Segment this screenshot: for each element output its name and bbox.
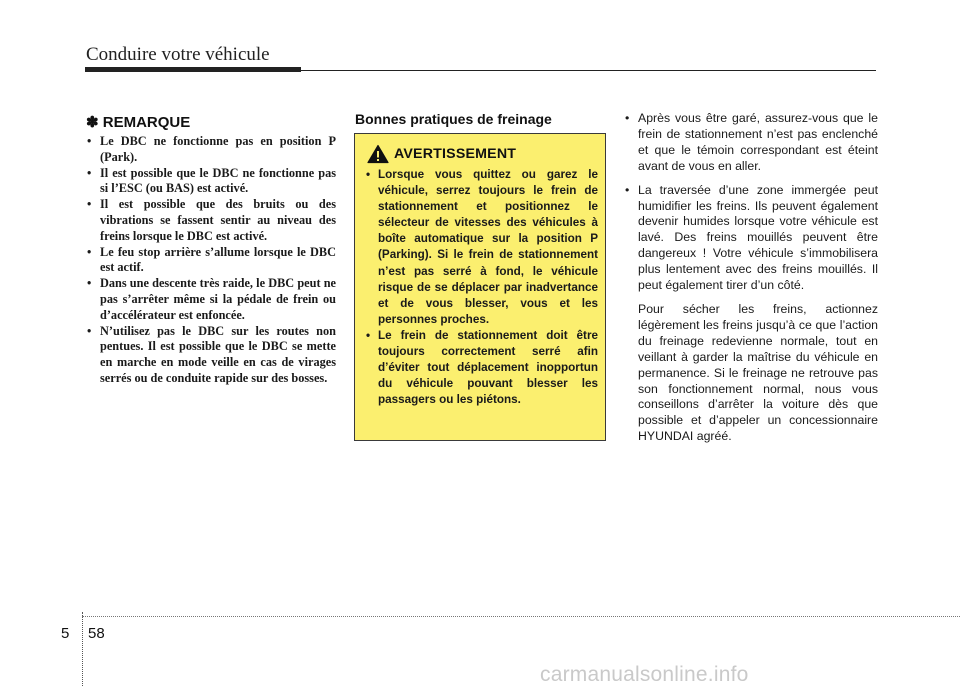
braking-tip-text: La traversée d’une zone immergée peut humidifier les freins. Ils peuvent également devenir humides lorsque votre véhicule est lavé. Des freins mouillés peuvent être dangereux ! Votre véhicule s’immobilisera plus lentement avec des freins mouillés. Il peut également tirer d’un côté. — [638, 182, 878, 293]
drying-brakes-paragraph: Pour sécher les freins, actionnez légèrement les freins jusqu’à ce que l’action du freinage redevienne normale, tout en veillant à garder la maîtrise du véhicule en permanence. Si le freinage ne retrouve pas son fonctionnement normal, nous vous conseillons d’arrêter la voiture dès que possible et d’appeler un concessionnaire HYUNDAI agréé. — [638, 301, 878, 444]
footer-divider — [82, 612, 83, 686]
remarque-item: • Dans une descente très raide, le DBC peut ne pas s’arrêter même si la pédale de frein ou d’accélérateur est enfoncée. — [86, 276, 336, 323]
braking-section-title: Bonnes pratiques de freinage — [355, 111, 552, 127]
braking-tip-item — [624, 183, 878, 446]
page-header-title: Conduire votre véhicule — [86, 44, 270, 65]
warning-title: AVERTISSEMENT — [394, 146, 517, 162]
remarque-item: • Le DBC ne fonctionne pas en position P (Park). — [86, 134, 336, 166]
warning-header — [367, 144, 598, 164]
remarque-item: • Il est possible que des bruits ou des vibrations se fassent sentir au niveau des freins lorsque le DBC est activé. — [86, 197, 336, 244]
warning-item: • Lorsque vous quittez ou garez le véhicule, serrez toujours le frein de stationnement et positionnez le sélecteur de vitesses des véhicules à boîte automatique sur la position P (Parking). Si le frein de stationnement n’est pas serré à fond, le véhicule risque de se déplacer par inadvertance et de vous blesser, vous et les personnes proches. — [365, 167, 598, 328]
braking-tips-section — [624, 111, 878, 445]
warning-list — [365, 167, 598, 408]
remarque-section — [86, 113, 336, 387]
page-number: 58 — [88, 625, 105, 642]
remarque-item: • Le feu stop arrière s’allume lorsque le DBC est actif. — [86, 245, 336, 277]
warning-box — [354, 133, 606, 441]
warning-triangle-icon — [367, 144, 389, 164]
remarque-list — [86, 134, 336, 387]
remarque-item: • Il est possible que le DBC ne fonctionne pas si l’ESC (ou BAS) est activé. — [86, 166, 336, 198]
braking-tips-list — [624, 111, 878, 445]
braking-tip-item: • Après vous être garé, assurez-vous que le frein de stationnement n’est pas enclenché et que le témoin correspondant est éteint avant de vous en aller. — [624, 111, 878, 175]
chapter-number: 5 — [61, 625, 70, 642]
warning-item: • Le frein de stationnement doit être toujours correctement serré afin d’éviter tout déplacement inopportun du véhicule pouvant blesser les passagers ou les piétons. — [365, 328, 598, 408]
remarque-title: ✽ REMARQUE — [86, 114, 191, 131]
header-rule-thin — [301, 70, 876, 71]
header-rule-thick — [85, 67, 301, 72]
remarque-item: • N’utilisez pas le DBC sur les routes non pentues. Il est possible que le DBC se mette en marche en mode veille en cas de virages serrés ou de conduite rapide sur des bosses. — [86, 324, 336, 387]
footer-rule — [82, 616, 960, 617]
watermark: carmanualsonline.info — [540, 663, 749, 686]
